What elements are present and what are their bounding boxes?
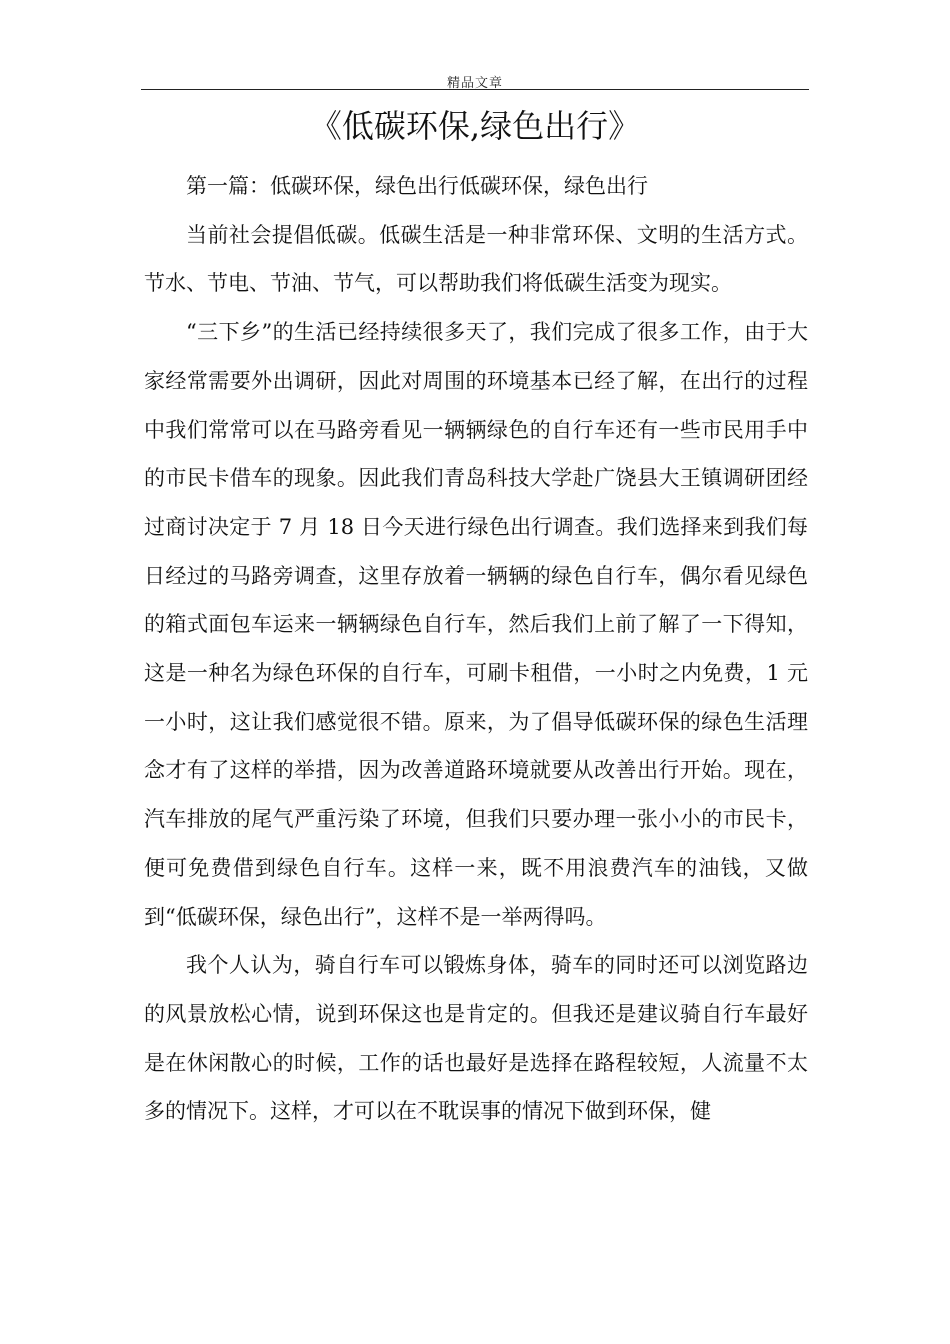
paragraph: “三下乡”的生活已经持续很多天了，我们完成了很多工作，由于大家经常需要外出调研，因此对周围的环境基本已经了解，在出行的过程中我们常常可以在马路旁看见一辆辆绿色的自行车还有一些市民用手中的市民卡借车的现象。因此我们青岛科技大学赴广饶县大王镇调研团经过商讨决定于 7 月 18 日今天进行绿色出行调查。我们选择来到我们每日经过的马路旁调查，这里存放着一辆辆的绿色自行车，偶尔看见绿色的箱式面包车运来一辆辆绿色自行车，然后我们上前了解了一下得知，这是一种名为绿色环保的自行车，可刷卡租借，一小时之内免费，1 元一小时，这让我们感觉很不错。原来，为了倡导低碳环保的绿色生活理念才有了这样的举措，因为改善道路环境就要从改善出行开始。现在，汽车排放的尾气严重污染了环境，但我们只要办理一张小小的市民卡，便可免费借到绿色自行车。这样一来，既不用浪费汽车的油钱，又做到“低碳环保，绿色出行”，这样不是一举两得吗。: [144, 320, 808, 929]
document-title: 《低碳环保,绿色出行》: [309, 107, 641, 145]
paragraph: 我个人认为，骑自行车可以锻炼身体，骑车的同时还可以浏览路边的风景放松心情，说到环保这也是肯定的。但我还是建议骑自行车最好是在休闲散心的时候，工作的话也最好是选择在路程较短，人流量不太多的情况下。这样，才可以在不耽误事的情况下做到环保，健: [144, 953, 808, 1124]
document-body: [144, 162, 808, 1136]
header-divider: [141, 89, 809, 90]
page-header-label: 精品文章: [446, 76, 503, 91]
paragraph: 当前社会提倡低碳。低碳生活是一种非常环保、文明的生活方式。节水、节电、节油、节气，可以帮助我们将低碳生活变为现实。: [144, 222, 808, 296]
paragraph-subtitle: 第一篇：低碳环保，绿色出行低碳环保，绿色出行: [186, 174, 648, 198]
